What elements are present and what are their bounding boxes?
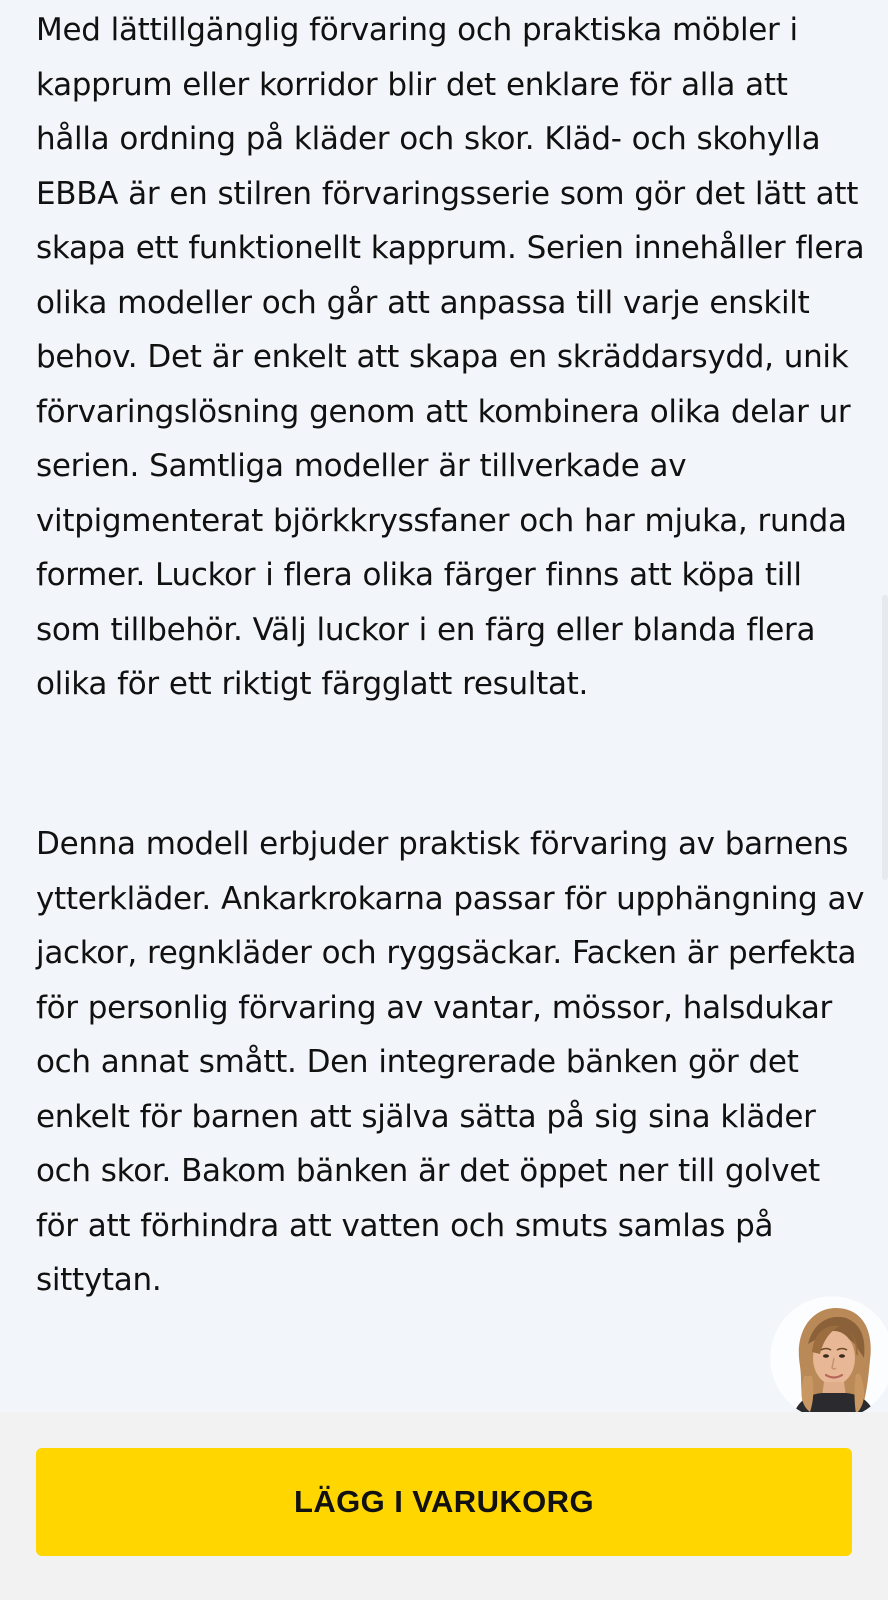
add-to-cart-button[interactable]: LÄGG I VARUKORG xyxy=(36,1448,852,1556)
description-paragraph-2: Denna modell erbjuder praktisk förvaring av barnens ytterkläder. Ankarkrokarna passar för upphängning av jackor, regnkläder och ryggsäckar. Facken är perfekta för personlig förvaring av vantar, mössor, halsdukar och annat smått. Den integrerade bänken gör det enkelt för barnen att själva sätta på sig sina kläder och skor. Bakom bänken är det öppet ner till golvet för att förhindra att vatten och smuts samlas på sittytan. xyxy=(36,826,865,1298)
scrollbar[interactable] xyxy=(882,595,888,880)
description-paragraph-1: Med lättillgänglig förvaring och praktiska möbler i kapprum eller korridor blir det enklare för alla att hålla ordning på kläder och skor. Kläd- och skohylla EBBA är en stilren förvaringsserie som gör det lätt att skapa ett funktionellt kapprum. Serien innehåller flera olika modeller och går att anpassa till varje enskilt behov. Det är enkelt att skapa en skräddarsydd, unik förvaringslösning genom att kombinera olika delar ur serien. Samtliga modeller är tillverkade av vitpigmenterat björkkryssfaner och har mjuka, runda former. Luckor i flera olika färger finns att köpa till som tillbehör. Välj luckor i en färg eller blanda flera olika för ett riktigt färgglatt resultat. xyxy=(36,12,865,702)
support-agent-avatar-icon xyxy=(770,1296,888,1420)
bottom-action-bar xyxy=(0,1412,888,1600)
chat-avatar-button[interactable] xyxy=(770,1296,888,1420)
